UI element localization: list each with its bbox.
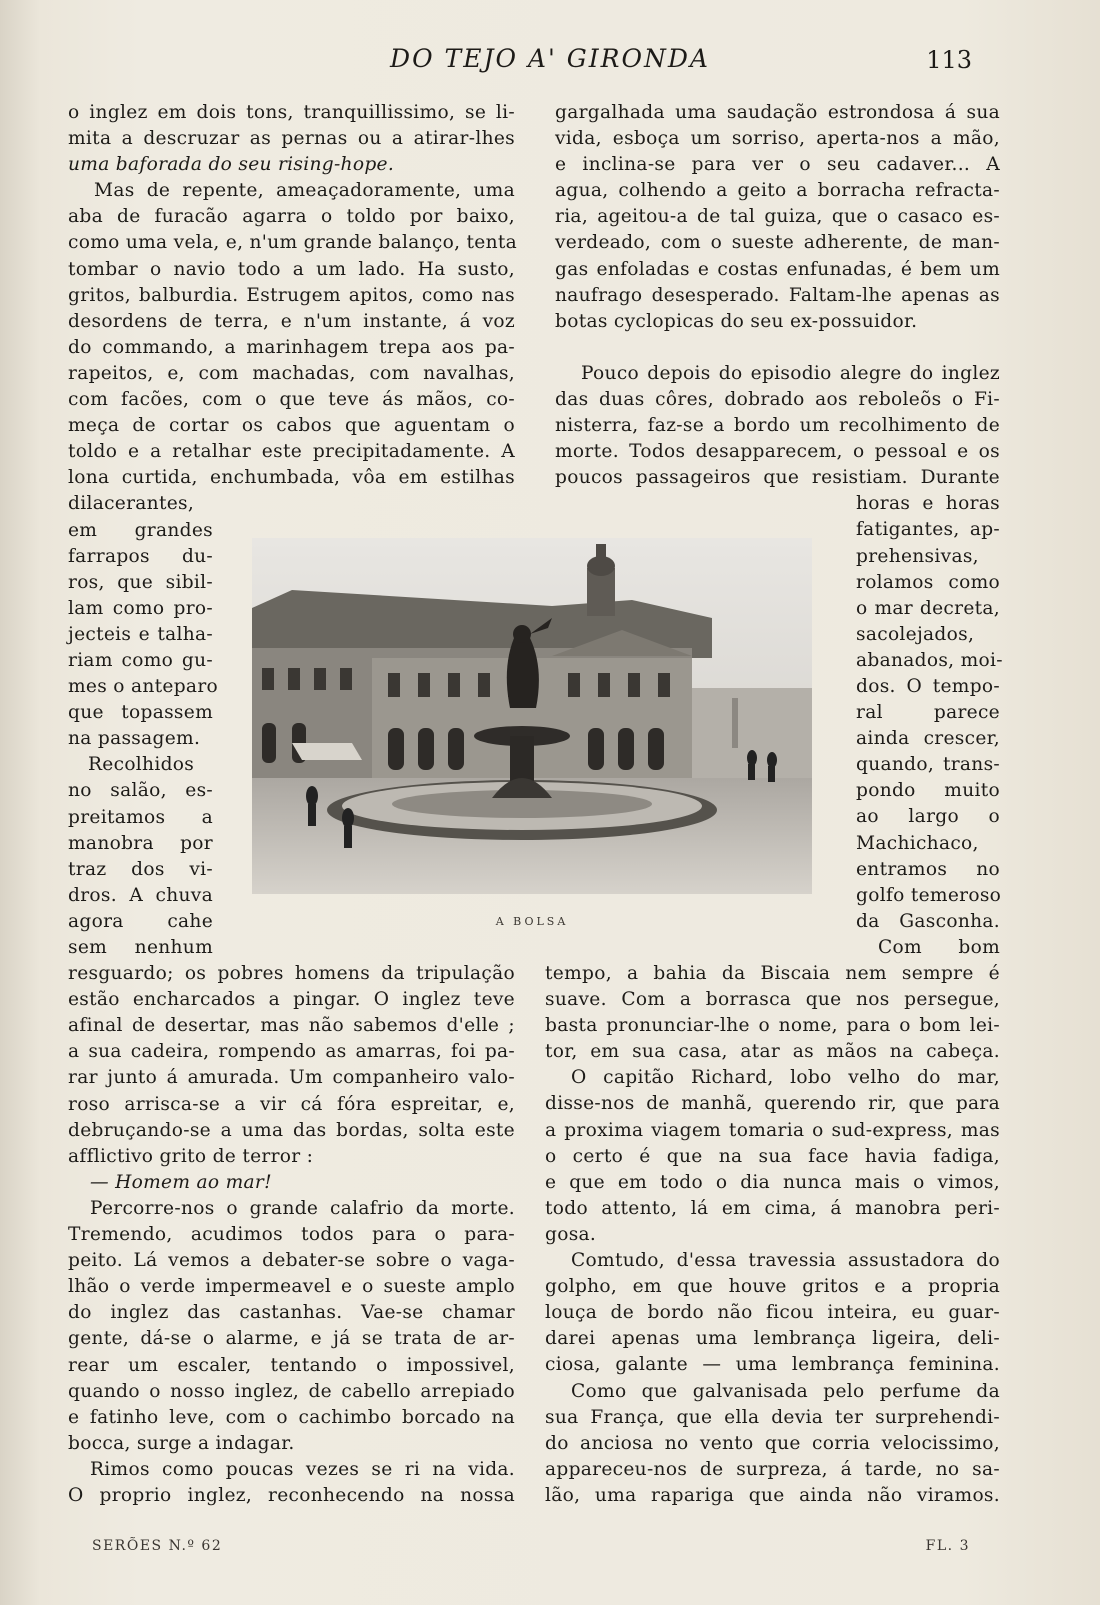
text-line: roso arrisca-se a vir cá fóra espreitar, e, [68,1093,515,1115]
text-line: a sua cadeira, rompendo as amarras, foi pa- [68,1041,515,1063]
text-line: Pouco depois do episodio alegre do inglez [581,362,1000,384]
text-line: darei apenas uma lembrança ligeira, deli- [545,1328,1000,1350]
footer-issue: SERÕES N.º 62 [92,1538,223,1554]
text-line: Percorre-nos o grande calafrio da morte. [90,1197,515,1219]
paragraph-gap [555,335,1000,361]
text-line: gargalhada uma saudação estrondosa á sua [555,102,1000,123]
text-line: suave. Com a borrasca que nos persegue, [545,989,1000,1011]
text-line: ros, que sibil- [68,571,213,593]
text-line: dos. O tempo- [856,675,1000,697]
text-line: tor, em sua casa, atar as mãos na cabeça. [545,1041,1000,1063]
text-line: O capitão Richard, lobo velho do mar, [571,1067,1000,1089]
text-line: traz dos vi- [68,858,213,880]
text-line: lhão o verde impermeavel e o sueste amplo [68,1276,515,1298]
text-line: meça de cortar os cabos que aguentam o [68,415,515,437]
text-line: morte. Todos desapparecem, o pessoal e os [555,441,1000,463]
text-line: — Homem ao mar! [90,1171,272,1193]
text-line: ciosa, galante — uma lembrança feminina. [545,1354,1000,1376]
text-line: manobra por [68,832,213,854]
text-line: gas enfoladas e costas enfunadas, é bem um [555,258,1000,280]
text-line: a proxima viagem tomaria o sud-express, mas [545,1119,1000,1141]
text-line: mes o anteparo [68,676,218,698]
text-line: afflictivo grito de terror : [68,1145,314,1167]
text-line: ainda crescer, [856,728,1000,750]
page-number: 113 [926,46,972,74]
text-line: sacolejados, [856,623,975,645]
text-line: rapeitos, e, com machadas, com navalhas, [68,362,515,384]
text-line: pondo muito [856,780,1000,802]
text-line: do anciosa no vento que corria velocissimo, [545,1432,1000,1454]
text-line: Rimos como poucas vezes se ri na vida. [90,1458,515,1480]
text-line: riam como gu- [68,649,213,671]
text-line: com facões, com o que teve ás mãos, co- [68,389,515,411]
text-line: ral parece [856,702,1000,724]
text-line: gritos, balburdia. Estrugem apitos, como nas [68,284,515,306]
text-line: disse-nos de manhã, querendo rir, que para [545,1093,1000,1115]
text-line: tombar o navio todo a um lado. Ha susto, [68,258,515,280]
text-line: em grandes [68,519,213,541]
text-line: gente, dá-se o alarme, e já se trata de ar- [68,1328,515,1350]
text-line: verdeado, com o sueste adherente, de man- [555,232,1000,254]
text-line: agua, colhendo a geito a borracha refracta- [555,180,1000,202]
text-line: e que em todo o dia nunca mais o vimos, [545,1171,1000,1193]
text-line: na passagem. [68,728,201,750]
text-line: o inglez em dois tons, tranquillissimo, se li- [68,102,515,123]
text-line: lona curtida, enchumbada, vôa em estilhas [68,467,515,489]
text-line: Tremendo, acudimos todos para o para- [68,1224,515,1246]
text-line: dros. A chuva [68,884,213,906]
text-line: golpho, em que houve gritos e a propria [545,1276,1000,1298]
text-line: jecteis e talha- [68,623,213,645]
text-line: ao largo o [856,806,1000,828]
text-line: resguardo; os pobres homens da tripulação [68,963,515,985]
text-line: naufrago desesperado. Faltam-lhe apenas as [555,284,1000,306]
text-line: Mas de repente, ameaçadoramente, uma [94,180,515,202]
text-line: estão encharcados a pingar. O inglez teve [68,989,515,1011]
text-line: uma baforada do seu rising-hope. [68,154,395,176]
text-line: rear um escaler, tentando o impossivel, [68,1354,515,1376]
text-line: e inclina-se para ver o seu cadaver... A [555,154,1000,176]
text-line: Recolhidos [88,754,195,776]
text-line: Com bom [878,936,1000,958]
text-line: prehensivas, [856,545,979,567]
text-line: todo attento, lá em cima, á manobra peri- [545,1197,1000,1219]
text-line: O proprio inglez, reconhecendo na nossa [68,1484,515,1506]
photo-illustration [252,538,812,894]
text-line: entramos no [856,858,1000,880]
text-line: louça de bordo não ficou inteira, eu guar- [545,1302,1000,1324]
text-line: nisterra, faz-se a bordo um recolhimento de [555,415,1000,437]
text-line: gosa. [545,1223,597,1245]
running-title: DO TEJO A' GIRONDA [390,44,710,73]
text-line: abanados, moi- [856,649,1003,671]
text-line: fatigantes, ap- [856,519,1000,541]
text-line: lam como pro- [68,597,213,619]
text-line: Como que galvanisada pelo perfume da [571,1380,1000,1402]
text-line: appareceu-nos de surpreza, á tarde, no sa- [545,1458,1000,1480]
text-line: mita a descruzar as pernas ou a atirar-lhes [68,128,515,150]
text-line: debruçando-se a uma das bordas, solta este [68,1119,515,1141]
photo-caption: A BOLSA [495,915,569,928]
text-line: tempo, a bahia da Biscaia nem sempre é [545,963,1000,984]
text-line: vida, esboça um sorriso, aperta-nos a mão, [555,128,1000,150]
text-line: afinal de desertar, mas não sabemos d'elle ; [68,1015,515,1037]
text-line: aba de furacão agarra o toldo por baixo, [68,206,515,228]
text-line: como uma vela, e, n'um grande balanço, tenta [68,232,518,254]
text-line: no salão, es- [68,780,213,802]
text-line: golfo temeroso [856,884,1002,906]
text-line: bocca, surge a indagar. [68,1432,295,1454]
text-line: poucos passageiros que resistiam. Durante [555,467,1000,489]
text-line: e fatinho leve, com o cachimbo borcado na [68,1406,515,1428]
text-line: sua França, que ella devia ter surprehendi- [545,1406,1000,1428]
text-line: agora cahe [68,910,213,932]
text-line: da Gasconha. [856,910,1000,932]
text-line: peito. Lá vemos a debater-se sobre o vaga- [68,1250,515,1272]
text-line: quando, trans- [856,754,1000,776]
text-line: farrapos du- [68,545,213,567]
text-line: que topassem [68,702,213,724]
text-line: horas e horas [856,493,1000,515]
text-line: das duas côres, dobrado aos reboleõs o Fi- [555,388,1000,410]
footer-sheet: FL. 3 [925,1538,970,1554]
text-line: do commando, a marinhagem trepa aos pa- [68,336,515,358]
text-line: preitamos a [68,806,213,828]
text-line: sem nenhum [68,937,213,958]
text-line: rolamos como [856,571,1000,593]
bolsa-photograph [252,538,812,894]
text-line: Machichaco, [856,832,979,854]
text-line: Comtudo, d'essa travessia assustadora do [571,1250,1000,1272]
text-line: toldo e a retalhar este precipitadamente. A [68,441,515,463]
text-line: rar junto á amurada. Um companheiro valo- [68,1067,515,1089]
text-line: quando o nosso inglez, de cabello arrepiado [68,1380,515,1402]
text-line: dilacerantes, [68,493,195,515]
text-line: lão, uma rapariga que ainda não viramos. [545,1484,1000,1506]
text-line: desordens de terra, e n'um instante, á voz [68,310,515,332]
text-line: o certo é que na sua face havia fadiga, [545,1145,1000,1167]
text-line: do inglez das castanhas. Vae-se chamar [68,1302,515,1324]
text-line: o mar decreta, [856,597,1000,619]
text-line: basta pronunciar-lhe o nome, para o bom lei- [545,1015,1000,1037]
text-line: botas cyclopicas do seu ex-possuidor. [555,310,918,332]
text-line: ria, ageitou-a de tal guiza, que o casaco es- [555,206,1000,228]
